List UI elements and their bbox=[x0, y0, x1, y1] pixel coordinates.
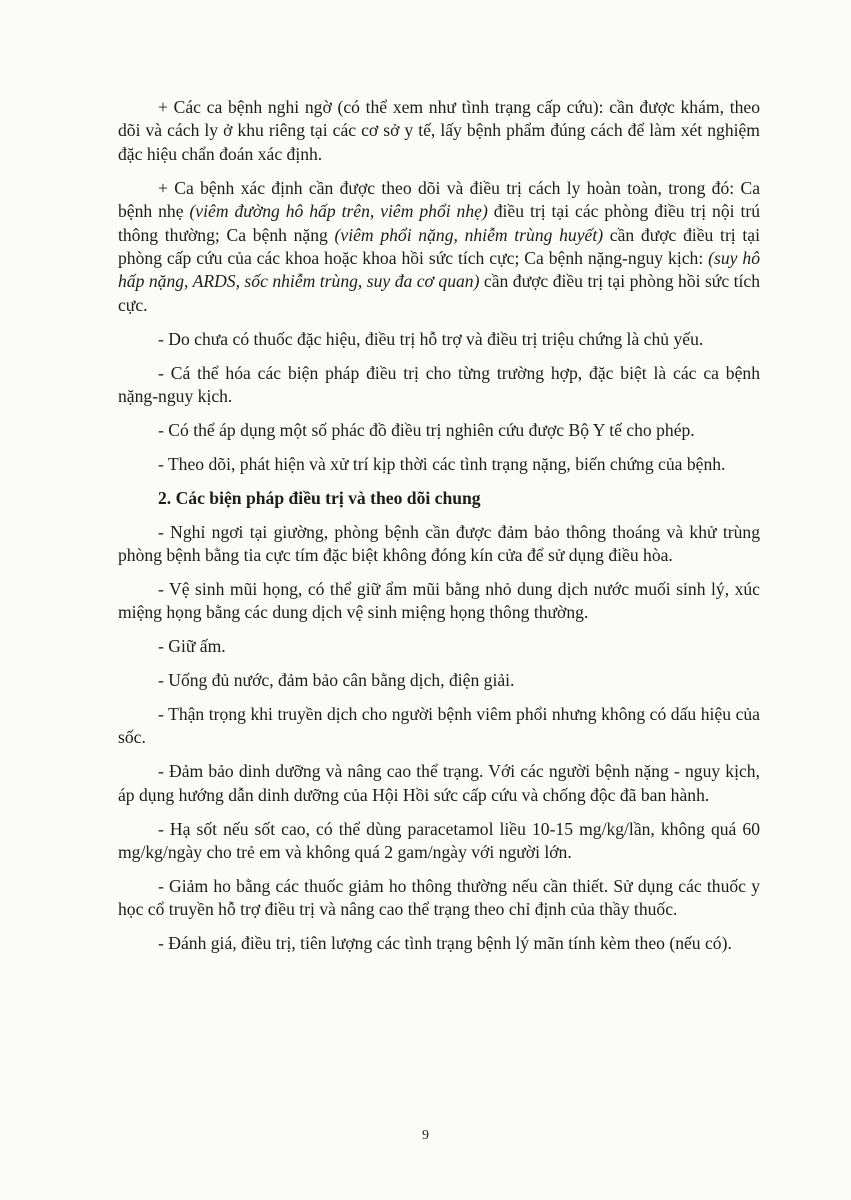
paragraph bbox=[118, 362, 760, 409]
text-run: - Giữ ấm. bbox=[158, 636, 226, 657]
text-run: - Theo dõi, phát hiện và xử trí kịp thời các tình trạng nặng, biến chứng của bệnh. bbox=[158, 453, 726, 474]
text-run: - Giảm ho bằng các thuốc giảm ho thông thường nếu cần thiết. Sử dụng các thuốc y học cổ truyền hỗ trợ điều trị và nâng cao thể trạng theo chỉ định của thầy thuốc. bbox=[118, 875, 760, 920]
text-run: - Hạ sốt nếu sốt cao, có thể dùng paracetamol liều 10-15 mg/kg/lần, không quá 60 mg/kg/ngày cho trẻ em và không quá 2 gam/ngày với người lớn. bbox=[118, 818, 760, 863]
section-heading: 2. Các biện pháp điều trị và theo dõi chung bbox=[158, 487, 481, 508]
document-body bbox=[118, 96, 760, 966]
text-run: điều trị tại các phòng điều trị nội trú thông thường; Ca bệnh nặng bbox=[118, 201, 760, 245]
paragraph bbox=[118, 521, 760, 568]
text-run: - Nghỉ ngơi tại giường, phòng bệnh cần được đảm bảo thông thoáng và khử trùng phòng bệnh bằng tia cực tím đặc biệt không đóng kín cửa để sử dụng điều hòa. bbox=[118, 521, 760, 565]
text-run: - Do chưa có thuốc đặc hiệu, điều trị hỗ trợ và điều trị triệu chứng là chủ yếu. bbox=[158, 328, 704, 349]
paragraph-group-2 bbox=[118, 521, 760, 956]
italic-text: (suy hô hấp nặng, ARDS, sốc nhiễm trùng, suy đa cơ quan) bbox=[118, 247, 760, 292]
paragraph-group-1 bbox=[118, 96, 760, 476]
paragraph bbox=[118, 703, 760, 750]
paragraph bbox=[118, 818, 760, 865]
text-run: - Uống đủ nước, đảm bảo cân bằng dịch, điện giải. bbox=[158, 670, 515, 691]
paragraph bbox=[118, 177, 760, 317]
paragraph bbox=[118, 669, 760, 692]
text-run: - Đánh giá, điều trị, tiên lượng các tình trạng bệnh lý mãn tính kèm theo (nếu có). bbox=[158, 933, 732, 954]
text-run: - Thận trọng khi truyền dịch cho người bệnh viêm phổi nhưng không có dấu hiệu của sốc. bbox=[118, 704, 760, 748]
text-run: + Các ca bệnh nghi ngờ (có thể xem như tình trạng cấp cứu): cần được khám, theo dõi và cách ly ở khu riêng tại các cơ sở y tế, lấy bệnh phẩm đúng cách để làm xét nghiệm đặc hiệu chẩn đoán xác định. bbox=[118, 97, 760, 164]
text-run: - Đảm bảo dinh dưỡng và nâng cao thể trạng. Với các người bệnh nặng - nguy kịch, áp dụng hướng dẫn dinh dưỡng của Hội Hồi sức cấp cứu và chống độc đã ban hành. bbox=[118, 761, 760, 805]
italic-text: (viêm đường hô hấp trên, viêm phổi nhẹ) bbox=[189, 201, 488, 222]
paragraph bbox=[118, 760, 760, 807]
italic-text: (viêm phổi nặng, nhiễm trùng huyết) bbox=[334, 224, 604, 245]
paragraph bbox=[118, 932, 760, 955]
page-number: 9 bbox=[422, 1128, 429, 1143]
paragraph bbox=[118, 453, 760, 476]
paragraph bbox=[118, 635, 760, 658]
paragraph bbox=[118, 328, 760, 351]
paragraph bbox=[118, 419, 760, 442]
text-run: cần được điều trị tại phòng cấp cứu của các khoa hoặc khoa hồi sức tích cực; Ca bệnh nặng-nguy kịch: bbox=[118, 224, 760, 268]
paragraph bbox=[118, 578, 760, 625]
text-run: - Cá thể hóa các biện pháp điều trị cho từng trường hợp, đặc biệt là các ca bệnh nặng-nguy kịch. bbox=[118, 362, 760, 406]
text-run: cần được điều trị tại phòng hồi sức tích cực. bbox=[118, 271, 760, 315]
text-run: + Ca bệnh xác định cần được theo dõi và điều trị cách ly hoàn toàn, trong đó: Ca bệnh nhẹ bbox=[118, 177, 760, 222]
text-run: - Có thể áp dụng một số phác đồ điều trị nghiên cứu được Bộ Y tế cho phép. bbox=[158, 419, 695, 440]
paragraph bbox=[118, 96, 760, 166]
text-run: - Vệ sinh mũi họng, có thể giữ ẩm mũi bằng nhỏ dung dịch nước muối sinh lý, xúc miệng họng bằng các dung dịch vệ sinh miệng họng thông thường. bbox=[118, 578, 760, 623]
paragraph bbox=[118, 875, 760, 922]
